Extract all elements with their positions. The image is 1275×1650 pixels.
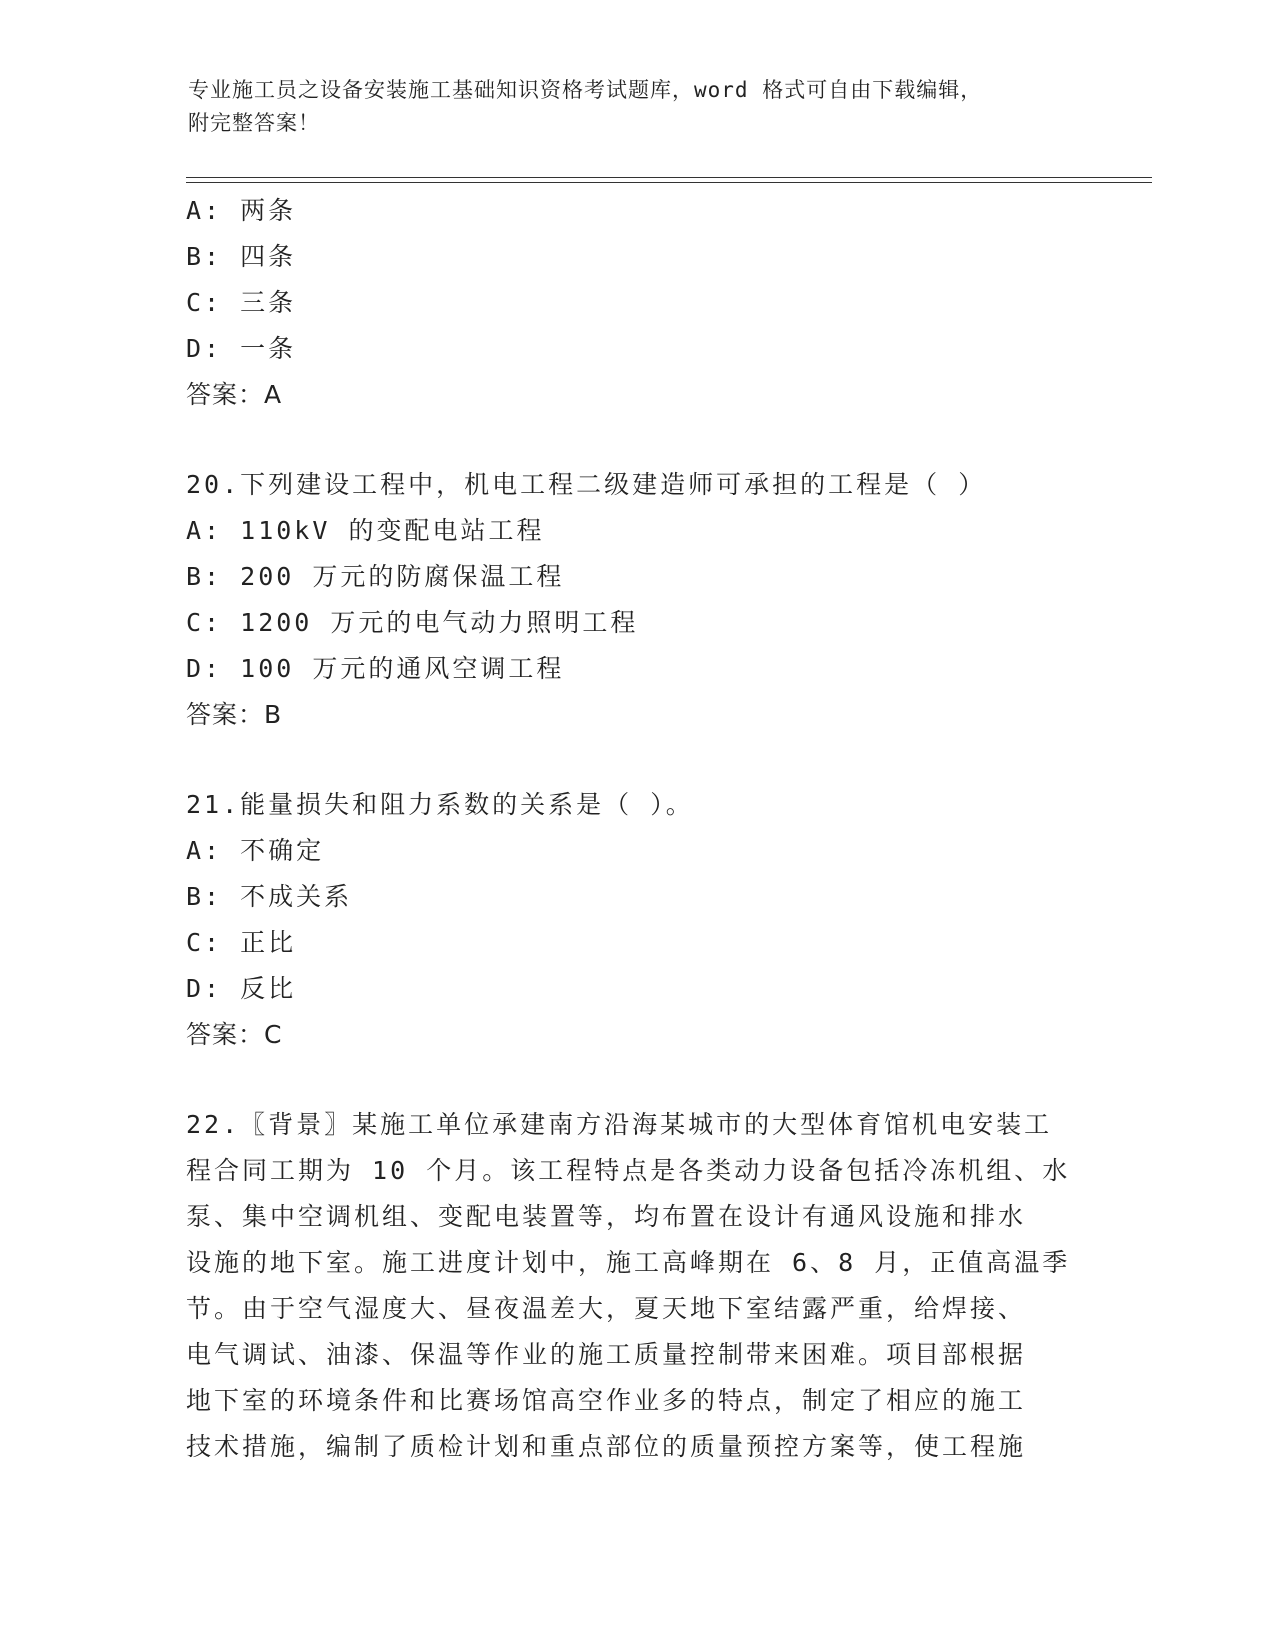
spacer	[186, 738, 1086, 782]
q20-option-c: C: 1200 万元的电气动力照明工程	[186, 608, 639, 637]
question-22-paragraph	[186, 1102, 1071, 1470]
q21-option-d: D: 反比	[186, 974, 297, 1003]
q22-line-5: 节。由于空气湿度大、昼夜温差大，夏天地下室结露严重，给焊接、	[186, 1294, 1027, 1323]
q22-line-6: 电气调试、油漆、保温等作业的施工质量控制带来困难。项目部根据	[186, 1340, 1027, 1369]
q21-option-b: B: 不成关系	[186, 882, 353, 911]
q20-answer: 答案：B	[186, 700, 283, 729]
q20-option-b: B: 200 万元的防腐保温工程	[186, 562, 565, 591]
q22-line-2: 程合同工期为 10 个月。该工程特点是各类动力设备包括冷冻机组、水	[186, 1156, 1071, 1185]
header-line-1: 专业施工员之设备安装施工基础知识资格考试题库，word 格式可自由下载编辑，	[188, 78, 983, 102]
document-body	[186, 188, 1086, 1470]
question-19-block	[186, 188, 1086, 418]
spacer	[186, 1058, 1086, 1102]
q22-line-3: 泵、集中空调机组、变配电装置等，均布置在设计有通风设施和排水	[186, 1202, 1027, 1231]
q21-question: 21.能量损失和阻力系数的关系是（ ）。	[186, 790, 694, 819]
header-line-2: 附完整答案！	[188, 111, 320, 135]
document-header	[188, 74, 1068, 140]
q22-line-8: 技术措施，编制了质检计划和重点部位的质量预控方案等，使工程施	[186, 1432, 1027, 1461]
q19-option-b: B: 四条	[186, 242, 297, 271]
q19-option-a: A: 两条	[186, 196, 297, 225]
q19-answer: 答案：A	[186, 380, 283, 409]
q19-option-d: D: 一条	[186, 334, 297, 363]
q20-option-a: A: 110kV 的变配电站工程	[186, 516, 545, 545]
q21-option-a: A: 不确定	[186, 836, 325, 865]
q22-line-4: 设施的地下室。施工进度计划中，施工高峰期在 6、8 月，正值高温季	[186, 1248, 1071, 1277]
question-21-block	[186, 782, 1086, 1058]
q21-option-c: C: 正比	[186, 928, 297, 957]
q22-line-1: 22.〖背景〗某施工单位承建南方沿海某城市的大型体育馆机电安装工	[186, 1110, 1053, 1139]
question-20-block	[186, 462, 1086, 738]
q19-option-c: C: 三条	[186, 288, 297, 317]
q20-question: 20.下列建设工程中，机电工程二级建造师可承担的工程是（ ）	[186, 470, 987, 499]
q21-answer: 答案：C	[186, 1020, 283, 1049]
q22-line-7: 地下室的环境条件和比赛场馆高空作业多的特点，制定了相应的施工	[186, 1386, 1027, 1415]
spacer	[186, 418, 1086, 462]
q20-option-d: D: 100 万元的通风空调工程	[186, 654, 565, 683]
header-divider-top	[186, 177, 1152, 178]
header-divider-bottom	[186, 182, 1152, 183]
